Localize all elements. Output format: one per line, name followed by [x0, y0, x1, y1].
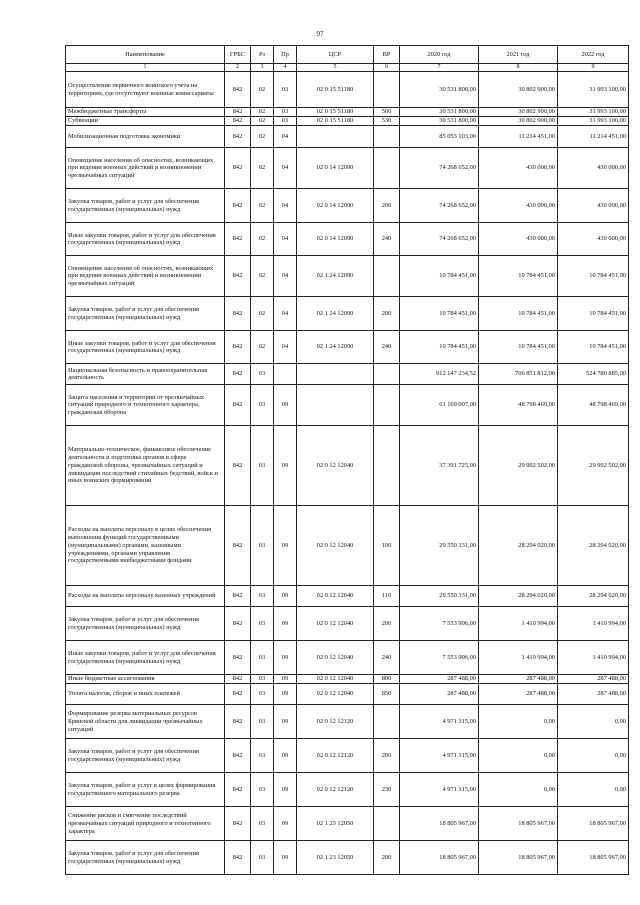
cell-rz: 03	[251, 641, 274, 675]
table-row	[66, 807, 629, 841]
cell-vr: 100	[374, 506, 400, 586]
cell-pr	[274, 364, 297, 385]
cell-vr	[374, 385, 400, 426]
cell-vr	[374, 148, 400, 189]
cell-2021: 28 294 020,00	[479, 586, 558, 607]
cell-vr	[374, 807, 400, 841]
cell-2021: 30 802 900,00	[479, 108, 558, 117]
cell-rz: 02	[251, 331, 274, 364]
table-row	[66, 586, 629, 607]
cell-2022: 287 488,00	[558, 675, 629, 684]
cell-csr	[297, 126, 374, 148]
cell-csr: 02 0 14 12090	[297, 189, 374, 223]
cell-csr: 02 0 12 12040	[297, 586, 374, 607]
cell-2020: 85 053 103,00	[400, 126, 479, 148]
cell-grbs: 842	[225, 297, 251, 331]
cell-csr: 02 1 24 12090	[297, 256, 374, 297]
column-number: 4	[274, 64, 297, 72]
cell-name: Закупка товаров, работ и услуг для обеспечения государственных (муниципальных) нужд	[66, 189, 225, 223]
cell-grbs: 842	[225, 641, 251, 675]
cell-2020: 287 488,00	[400, 684, 479, 705]
table-row	[66, 297, 629, 331]
cell-vr: 240	[374, 331, 400, 364]
cell-2022: 10 784 451,00	[558, 297, 629, 331]
cell-2022: 29 992 502,00	[558, 426, 629, 506]
cell-2022: 0,00	[558, 705, 629, 739]
cell-vr: 530	[374, 117, 400, 126]
cell-csr	[297, 364, 374, 385]
header-name: Наименование	[66, 46, 225, 64]
cell-grbs: 842	[225, 705, 251, 739]
cell-name: Иные закупки товаров, работ и услуг для обеспечения государственных (муниципальных) нужд	[66, 641, 225, 675]
header-rz: Рз	[251, 46, 274, 64]
cell-name: Иные закупки товаров, работ и услуг для обеспечения государственных (муниципальных) нужд	[66, 223, 225, 256]
cell-pr: 09	[274, 773, 297, 807]
table-row	[66, 841, 629, 875]
cell-name: Формирование резерва материальных ресурсов Брянской области для ликвидации чрезвычайных ситуаций	[66, 705, 225, 739]
cell-pr: 03	[274, 117, 297, 126]
cell-csr: 02 0 14 12090	[297, 148, 374, 189]
cell-pr: 09	[274, 807, 297, 841]
table-row	[66, 684, 629, 705]
table-row	[66, 108, 629, 117]
cell-grbs: 842	[225, 586, 251, 607]
cell-name: Уплата налогов, сборов и иных платежей	[66, 684, 225, 705]
cell-rz: 02	[251, 189, 274, 223]
cell-csr: 02 1 23 12050	[297, 841, 374, 875]
table-row	[66, 331, 629, 364]
cell-vr	[374, 126, 400, 148]
cell-2020: 287 488,00	[400, 675, 479, 684]
cell-pr: 09	[274, 426, 297, 506]
cell-grbs: 842	[225, 331, 251, 364]
header-grbs: ГРБС	[225, 46, 251, 64]
cell-pr: 09	[274, 675, 297, 684]
cell-name: Межбюджетные трансферты	[66, 108, 225, 117]
cell-rz: 02	[251, 223, 274, 256]
cell-grbs: 842	[225, 364, 251, 385]
column-number: 1	[66, 64, 225, 72]
cell-rz: 02	[251, 117, 274, 126]
cell-vr: 200	[374, 739, 400, 773]
cell-name: Материально-техническое, финансовое обеспечение деятельности и подготовка органов в сфере гражданской обороны, чрезвычайных ситуаций и ликвидации последствий стихийных бедствий, войск и иных воинских формирований	[66, 426, 225, 506]
cell-vr	[374, 72, 400, 108]
cell-grbs: 842	[225, 256, 251, 297]
cell-2020: 61 169 007,00	[400, 385, 479, 426]
cell-rz: 02	[251, 126, 274, 148]
cell-name: Снижение рисков и смягчение последствий чрезвычайных ситуаций природного и техногенного характера	[66, 807, 225, 841]
cell-pr: 04	[274, 189, 297, 223]
cell-rz: 03	[251, 773, 274, 807]
cell-2022: 48 798 469,00	[558, 385, 629, 426]
cell-grbs: 842	[225, 684, 251, 705]
cell-2020: 74 268 652,00	[400, 223, 479, 256]
cell-2020: 74 268 652,00	[400, 189, 479, 223]
cell-2020: 30 531 800,00	[400, 117, 479, 126]
cell-2021: 30 802 900,00	[479, 72, 558, 108]
cell-grbs: 842	[225, 426, 251, 506]
cell-2022: 10 784 451,00	[558, 256, 629, 297]
table-row	[66, 739, 629, 773]
cell-name: Осуществление первичного воинского учета на территориях, где отсутствуют военные комиссариаты	[66, 72, 225, 108]
cell-2021: 28 294 020,00	[479, 506, 558, 586]
cell-pr: 09	[274, 705, 297, 739]
cell-2020: 4 971 315,00	[400, 773, 479, 807]
header-vr: ВР	[374, 46, 400, 64]
cell-2020: 30 531 800,00	[400, 72, 479, 108]
cell-csr: 02 1 24 12090	[297, 331, 374, 364]
cell-2020: 7 553 906,00	[400, 607, 479, 641]
cell-pr: 04	[274, 297, 297, 331]
column-number: 3	[251, 64, 274, 72]
header-row	[66, 46, 629, 64]
cell-2022: 524 780 885,00	[558, 364, 629, 385]
cell-grbs: 842	[225, 807, 251, 841]
column-number: 7	[400, 64, 479, 72]
cell-2021: 10 784 451,00	[479, 256, 558, 297]
cell-rz: 03	[251, 841, 274, 875]
cell-2021: 287 488,00	[479, 684, 558, 705]
cell-grbs: 842	[225, 117, 251, 126]
cell-pr: 09	[274, 684, 297, 705]
cell-rz: 03	[251, 426, 274, 506]
cell-csr: 02 0 12 12120	[297, 739, 374, 773]
cell-2021: 10 784 451,00	[479, 297, 558, 331]
cell-rz: 02	[251, 108, 274, 117]
cell-csr: 02 1 24 12090	[297, 297, 374, 331]
cell-grbs: 842	[225, 72, 251, 108]
table-row	[66, 426, 629, 506]
cell-2021: 11 214 451,00	[479, 126, 558, 148]
cell-2022: 28 294 020,00	[558, 506, 629, 586]
cell-2022: 11 214 451,00	[558, 126, 629, 148]
cell-vr: 200	[374, 297, 400, 331]
cell-pr: 04	[274, 148, 297, 189]
table-row	[66, 223, 629, 256]
cell-2020: 74 268 652,00	[400, 148, 479, 189]
cell-2022: 18 805 967,00	[558, 807, 629, 841]
table-row	[66, 607, 629, 641]
column-number: 5	[297, 64, 374, 72]
cell-pr: 09	[274, 641, 297, 675]
cell-rz: 03	[251, 675, 274, 684]
table-row	[66, 72, 629, 108]
cell-vr: 500	[374, 108, 400, 117]
cell-csr: 02 0 12 12040	[297, 675, 374, 684]
cell-name: Закупка товаров, работ и услуг для обеспечения государственных (муниципальных) нужд	[66, 607, 225, 641]
cell-2022: 10 784 451,00	[558, 331, 629, 364]
cell-csr: 02 1 23 12050	[297, 807, 374, 841]
cell-pr: 03	[274, 72, 297, 108]
cell-2021: 30 802 900,00	[479, 117, 558, 126]
cell-2021: 48 798 469,00	[479, 385, 558, 426]
cell-grbs: 842	[225, 739, 251, 773]
cell-2022: 18 805 967,00	[558, 841, 629, 875]
cell-2020: 37 391 725,00	[400, 426, 479, 506]
table-row	[66, 675, 629, 684]
cell-pr: 09	[274, 841, 297, 875]
page-number: 97	[316, 30, 324, 38]
cell-grbs: 842	[225, 189, 251, 223]
cell-2021: 430 000,00	[479, 189, 558, 223]
header-csr: ЦСР	[297, 46, 374, 64]
header-pr: Пр	[274, 46, 297, 64]
cell-2020: 30 531 800,00	[400, 108, 479, 117]
cell-grbs: 842	[225, 126, 251, 148]
cell-csr: 02 0 15 51180	[297, 72, 374, 108]
cell-2020: 7 553 906,00	[400, 641, 479, 675]
cell-2021: 18 805 967,00	[479, 841, 558, 875]
cell-rz: 03	[251, 739, 274, 773]
cell-csr: 02 0 12 12120	[297, 773, 374, 807]
cell-2022: 287 488,00	[558, 684, 629, 705]
cell-pr: 09	[274, 739, 297, 773]
cell-pr: 04	[274, 256, 297, 297]
cell-2021: 430 000,00	[479, 223, 558, 256]
cell-rz: 02	[251, 72, 274, 108]
table-row	[66, 256, 629, 297]
cell-rz: 03	[251, 807, 274, 841]
cell-2022: 430 000,00	[558, 148, 629, 189]
cell-csr: 02 0 15 51180	[297, 108, 374, 117]
cell-name: Оповещение населения об опасностях, возникающих при ведении военных действий и возникновении чрезвычайных ситуаций	[66, 256, 225, 297]
cell-csr: 02 0 12 12120	[297, 705, 374, 739]
cell-vr	[374, 256, 400, 297]
cell-2020: 10 784 451,00	[400, 297, 479, 331]
cell-vr: 240	[374, 641, 400, 675]
cell-2020: 18 805 967,00	[400, 841, 479, 875]
cell-vr: 230	[374, 773, 400, 807]
cell-2022: 0,00	[558, 773, 629, 807]
cell-rz: 02	[251, 256, 274, 297]
cell-vr: 110	[374, 586, 400, 607]
cell-pr: 04	[274, 223, 297, 256]
cell-rz: 03	[251, 607, 274, 641]
cell-csr: 02 0 14 12090	[297, 223, 374, 256]
cell-2020: 18 805 967,00	[400, 807, 479, 841]
cell-name: Иные закупки товаров, работ и услуг для обеспечения государственных (муниципальных) нужд	[66, 331, 225, 364]
cell-name: Закупка товаров, работ и услуг в целях формирования государственного материального резерва	[66, 773, 225, 807]
column-number: 6	[374, 64, 400, 72]
cell-name: Расходы на выплаты персоналу казенных учреждений	[66, 586, 225, 607]
table-row	[66, 641, 629, 675]
cell-vr: 200	[374, 607, 400, 641]
cell-2022: 1 410 994,00	[558, 641, 629, 675]
column-number: 2	[225, 64, 251, 72]
cell-grbs: 842	[225, 506, 251, 586]
cell-name: Расходы на выплаты персоналу в целях обеспечения выполнения функций государственными (муниципальными) органами, казенными учреждениями, органами управления государственными внебюджетными фондами	[66, 506, 225, 586]
header-2020: 2020 год	[400, 46, 479, 64]
cell-name: Иные бюджетные ассигнования	[66, 675, 225, 684]
table-row	[66, 506, 629, 586]
cell-rz: 03	[251, 506, 274, 586]
cell-vr: 240	[374, 223, 400, 256]
cell-rz: 02	[251, 148, 274, 189]
table-row	[66, 773, 629, 807]
cell-2021: 1 410 994,00	[479, 607, 558, 641]
column-number: 9	[558, 64, 629, 72]
cell-2022: 31 993 100,00	[558, 72, 629, 108]
cell-2020: 4 971 315,00	[400, 705, 479, 739]
cell-csr: 02 0 12 12040	[297, 607, 374, 641]
table-row	[66, 126, 629, 148]
cell-grbs: 842	[225, 773, 251, 807]
cell-2020: 29 550 331,00	[400, 506, 479, 586]
cell-name: Оповещение населения об опасностях, возникающих при ведении военных действий и возникновении чрезвычайных ситуаций	[66, 148, 225, 189]
cell-2022: 31 993 100,00	[558, 117, 629, 126]
cell-2021: 706 851 812,00	[479, 364, 558, 385]
cell-grbs: 842	[225, 607, 251, 641]
cell-pr: 03	[274, 108, 297, 117]
cell-2021: 10 784 451,00	[479, 331, 558, 364]
cell-pr: 09	[274, 607, 297, 641]
cell-rz: 03	[251, 586, 274, 607]
header-2021: 2021 год	[479, 46, 558, 64]
cell-2020: 912 147 234,52	[400, 364, 479, 385]
cell-grbs: 842	[225, 148, 251, 189]
table-row	[66, 364, 629, 385]
cell-2021: 0,00	[479, 705, 558, 739]
cell-rz: 02	[251, 297, 274, 331]
cell-vr	[374, 705, 400, 739]
cell-vr	[374, 364, 400, 385]
cell-pr: 09	[274, 506, 297, 586]
cell-pr: 04	[274, 331, 297, 364]
cell-csr: 02 0 12 12040	[297, 506, 374, 586]
cell-2021: 430 000,00	[479, 148, 558, 189]
cell-grbs: 842	[225, 385, 251, 426]
cell-grbs: 842	[225, 108, 251, 117]
cell-name: Мобилизационная подготовка экономики	[66, 126, 225, 148]
cell-rz: 03	[251, 705, 274, 739]
cell-grbs: 842	[225, 223, 251, 256]
cell-2022: 0,00	[558, 739, 629, 773]
cell-csr: 02 0 12 12040	[297, 641, 374, 675]
cell-csr: 02 0 12 12040	[297, 426, 374, 506]
cell-vr: 200	[374, 841, 400, 875]
cell-vr: 800	[374, 675, 400, 684]
column-number-row	[66, 64, 629, 72]
table-row	[66, 385, 629, 426]
cell-vr: 850	[374, 684, 400, 705]
cell-rz: 03	[251, 684, 274, 705]
cell-2020: 29 550 331,00	[400, 586, 479, 607]
cell-2021: 0,00	[479, 739, 558, 773]
cell-rz: 03	[251, 364, 274, 385]
cell-grbs: 842	[225, 841, 251, 875]
table-row	[66, 189, 629, 223]
cell-2021: 0,00	[479, 773, 558, 807]
cell-2020: 4 971 315,00	[400, 739, 479, 773]
cell-name: Закупка товаров, работ и услуг для обеспечения государственных (муниципальных) нужд	[66, 739, 225, 773]
cell-2022: 1 410 994,00	[558, 607, 629, 641]
cell-2021: 18 805 967,00	[479, 807, 558, 841]
cell-2021: 1 410 994,00	[479, 641, 558, 675]
cell-rz: 03	[251, 385, 274, 426]
header-2022: 2022 год	[558, 46, 629, 64]
table-row	[66, 117, 629, 126]
cell-csr: 02 0 12 12040	[297, 684, 374, 705]
cell-2022: 31 993 100,00	[558, 108, 629, 117]
cell-csr: 02 0 15 51180	[297, 117, 374, 126]
cell-name: Национальная безопасность и правоохранительная деятельность	[66, 364, 225, 385]
cell-pr: 09	[274, 385, 297, 426]
table-row	[66, 148, 629, 189]
cell-2021: 29 992 502,00	[479, 426, 558, 506]
cell-name: Субвенции	[66, 117, 225, 126]
cell-pr: 04	[274, 126, 297, 148]
cell-pr: 09	[274, 586, 297, 607]
cell-2022: 430 000,00	[558, 189, 629, 223]
cell-2021: 287 488,00	[479, 675, 558, 684]
cell-2020: 10 784 451,00	[400, 256, 479, 297]
cell-vr: 200	[374, 189, 400, 223]
cell-2022: 28 294 020,00	[558, 586, 629, 607]
cell-name: Защита населения и территории от чрезвычайных ситуаций природного и техногенного характера, гражданская оборона	[66, 385, 225, 426]
cell-name: Закупка товаров, работ и услуг для обеспечения государственных (муниципальных) нужд	[66, 297, 225, 331]
column-number: 8	[479, 64, 558, 72]
cell-csr	[297, 385, 374, 426]
table-row	[66, 705, 629, 739]
cell-name: Закупка товаров, работ и услуг для обеспечения государственных (муниципальных) нужд	[66, 841, 225, 875]
cell-2022: 430 000,00	[558, 223, 629, 256]
budget-table	[65, 45, 629, 875]
cell-grbs: 842	[225, 675, 251, 684]
cell-2020: 10 784 451,00	[400, 331, 479, 364]
cell-vr	[374, 426, 400, 506]
